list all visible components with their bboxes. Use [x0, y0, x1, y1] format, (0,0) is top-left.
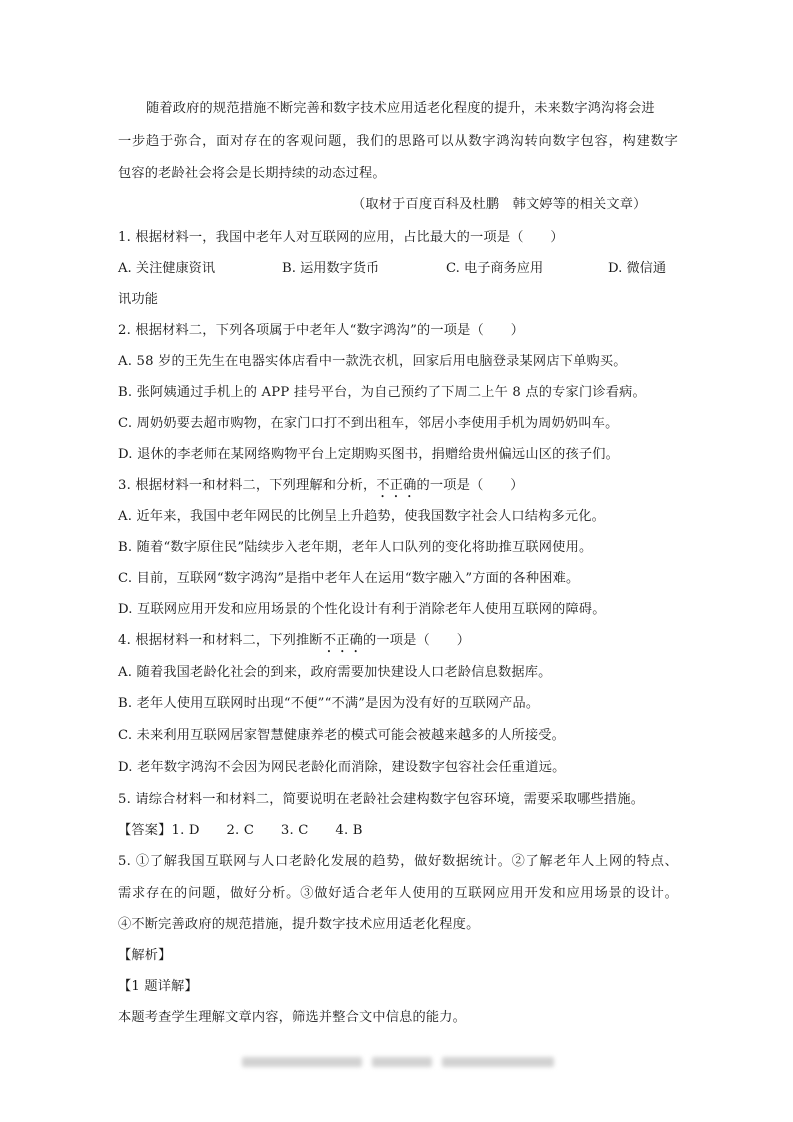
blurred-footer-middle	[372, 1057, 432, 1067]
q4-stem-emphasis: 不正确	[322, 633, 363, 648]
q3-stem-before: 3. 根据材料一和材料二，下列理解和分析，	[118, 478, 377, 493]
q2-stem: 2. 根据材料二，下列各项属于中老年人“数字鸿沟”的一项是（ ）	[118, 323, 525, 338]
q3-option-c: C. 目前，互联网“数字鸿沟”是指中老年人在运用“数字融入”方面的各种困难。	[118, 571, 580, 586]
q5-stem: 5. 请综合材料一和材料二，简要说明在老龄社会建构数字包容环境，需要采取哪些措施。	[118, 792, 645, 807]
q4-option-c: C. 未来利用互联网居家智慧健康养老的模式可能会被越来越多的人所接受。	[118, 728, 566, 743]
analysis-heading: 【解析】	[118, 948, 172, 963]
q1-stem: 1. 根据材料一，我国中老年人对互联网的应用，占比最大的一项是（ ）	[118, 230, 564, 245]
blurred-footer-right	[442, 1057, 554, 1067]
q2-option-b: B. 张阿姨通过手机上的 APP 挂号平台，为自己预约了下周二上午 8 点的专家门诊看病。	[118, 385, 646, 400]
q3-stem-emphasis: 不正确	[376, 478, 417, 493]
intro-line-3: 包容的老龄社会将会是长期持续的动态过程。	[118, 166, 386, 181]
q4-option-b: B. 老年人使用互联网时出现“不便”“不满”是因为没有好的互联网产品。	[118, 696, 540, 711]
q4-stem-before: 4. 根据材料一和材料二，下列推断	[118, 633, 323, 648]
q3-option-d: D. 互联网应用开发和应用场景的个性化设计有利于消除老年人使用互联网的障碍。	[118, 602, 606, 617]
q4-option-d: D. 老年数字鸿沟不会因为网民老龄化而消除，建设数字包容社会任重道远。	[118, 760, 566, 775]
analysis-sub-heading: 【1 题详解】	[118, 979, 198, 994]
q2-option-a: A. 58 岁的王先生在电器实体店看中一款洗衣机，回家后用电脑登录某网店下单购买。	[118, 354, 627, 369]
q1-option-c: C. 电子商务应用	[446, 261, 544, 276]
q1-options	[118, 259, 678, 279]
answer-q5-line-3: ④不断完善政府的规范措施，提升数字技术应用适老化程度。	[118, 917, 480, 932]
q3-stem	[118, 476, 678, 501]
answer-q5-line-1: 5. ①了解我国互联网与人口老龄化发展的趋势，做好数据统计。②了解老年人上网的特点、	[118, 854, 678, 869]
q1-option-a: A. 关注健康资讯	[118, 261, 216, 276]
q1-option-d: D. 微信通	[608, 261, 667, 276]
answer-heading: 【答案】1. D 2. C 3. C 4. B	[118, 823, 363, 838]
source-citation: （取材于百度百科及杜鹏 韩文婷等的相关文章）	[352, 197, 647, 212]
q4-option-a: A. 随着我国老龄化社会的到来，政府需要加快建设人口老龄信息数据库。	[118, 665, 552, 680]
q2-option-c: C. 周奶奶要去超市购物，在家门口打不到出租车，邻居小李使用手机为周奶奶叫车。	[118, 416, 619, 431]
q4-stem	[118, 631, 678, 656]
analysis-text: 本题考查学生理解文章内容，筛选并整合文中信息的能力。	[118, 1010, 467, 1025]
q1-option-d-cont: 讯功能	[118, 292, 159, 307]
q2-option-d: D. 退休的李老师在某网络购物平台上定期购买图书，捐赠给贵州偏远山区的孩子们。	[118, 447, 620, 462]
intro-line-1: 随着政府的规范措施不断完善和数字技术应用适老化程度的提升，未来数字鸿沟将会进	[146, 101, 655, 116]
blurred-footer-left	[242, 1057, 362, 1067]
intro-line-2: 一步趋于弥合，面对存在的客观问题，我们的思路可以从数字鸿沟转向数字包容，构建数字	[118, 134, 678, 149]
q3-stem-after: 的一项是（ ）	[416, 478, 524, 493]
answer-q5-line-2: 需求存在的问题，做好分析。③做好适合老年人使用的互联网应用开发和应用场景的设计。	[118, 886, 678, 901]
q4-stem-after: 的一项是（ ）	[362, 633, 471, 648]
q1-option-b: B. 运用数字货币	[282, 261, 380, 276]
q3-option-b: B. 随着“数字原住民”陆续步入老年期，老年人口队列的变化将助推互联网使用。	[118, 540, 593, 555]
q3-option-a: A. 近年来，我国中老年网民的比例呈上升趋势，使我国数字社会人口结构多元化。	[118, 509, 606, 524]
